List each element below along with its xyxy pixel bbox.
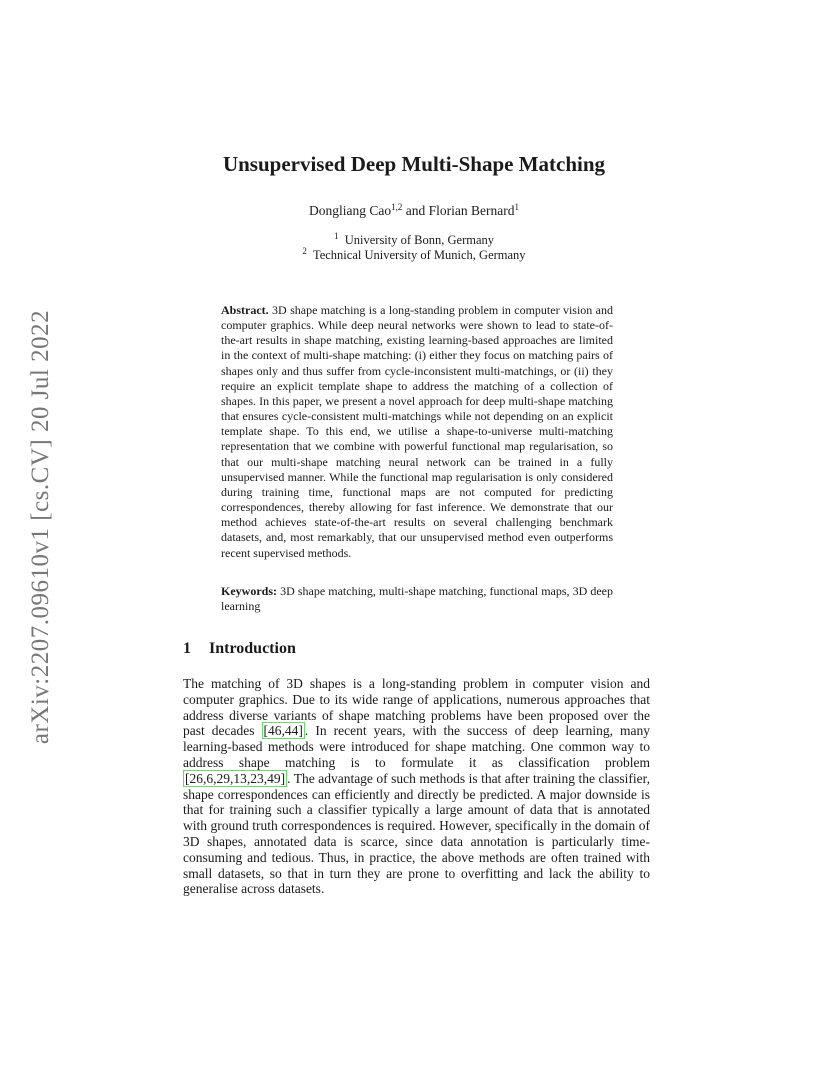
keywords-text: 3D shape matching, multi-shape matching, functional maps, 3D deep learning (221, 584, 614, 614)
affiliation-mark: 2 (302, 246, 307, 256)
affiliation-text: Technical University of Munich, Germany (312, 248, 526, 262)
keywords-block (221, 584, 613, 614)
affiliation (0, 233, 828, 248)
section-heading (183, 640, 296, 658)
affiliation-mark: 1 (333, 231, 339, 241)
author-conjunction: and (405, 203, 426, 218)
author-name: Florian Bernard (428, 203, 515, 218)
author-affiliation-mark: 1,2 (391, 202, 403, 212)
body-text-segment: . The advantage of such methods is that after training the classifier, shape correspondences can efficiently and directly be predicted. A major downside is that for training such a classifier typically a large amount of data that is annotated with ground truth correspondences is required. However, specifically in the domain of 3D shapes, annotated data is scarce, since data annotation is particularly time-consuming and tedious. Thus, in practice, the above methods are often trained with small datasets, so that in turn they are prone to overfitting and lack the ability to generalise across datasets. (183, 770, 650, 897)
author-affiliation-mark: 1 (514, 202, 519, 212)
introduction-paragraph (183, 676, 650, 897)
body-text-segment: . In recent years, with the success of deep learning, many learning-based methods were introduced for shape matching. One common way to address shape matching is to formulate it as classification problem (183, 723, 651, 770)
citation-link[interactable]: [46,44] (263, 723, 303, 739)
abstract-block (221, 303, 613, 561)
affiliation (0, 248, 828, 263)
body-text-segment: The matching of 3D shapes is a long-standing problem in computer vision and computer graphics. Due to its wide range of applications, numerous approaches that address diverse variants of shape matching problems have been proposed over the past decades (183, 676, 650, 739)
citation-link[interactable]: [26,6,29,13,23,49] (185, 770, 286, 786)
paper-title: Unsupervised Deep Multi-Shape Matching (222, 152, 606, 176)
author-line (0, 203, 828, 219)
abstract-text: 3D shape matching is a long-standing problem in computer vision and computer graphics. While deep neural networks were shown to lead to state-of-the-art results in shape matching, existing learning-based approaches are limited in the context of multi-shape matching: (i) either they focus on matching pairs of shapes only and thus suffer from cycle-inconsistent multi-matchings, or (ii) they require an explicit template shape to address the matching of a collection of shapes. In this paper, we present a novel approach for deep multi-shape matching that ensures cycle-consistent multi-matchings while not depending on an explicit template shape. To this end, we utilise a shape-to-universe multi-matching representation that we combine with powerful functional map regularisation, so that our multi-shape matching neural network can be trained in a fully unsupervised manner. While the functional map regularisation is only considered during training time, functional maps are not computed for predicting correspondences, thereby allowing for fast inference. We demonstrate that our method achieves state-of-the-art results on several challenging benchmark datasets, and, most remarkably, that our unsupervised method even outperforms recent supervised methods. (221, 303, 613, 560)
abstract-label: Abstract. (221, 303, 269, 317)
author-name: Dongliang Cao (309, 203, 392, 218)
arxiv-identifier: arXiv:2207.09610v1 [cs.CV] 20 Jul 2022 (27, 309, 54, 745)
affiliation-text: University of Bonn, Germany (344, 233, 495, 247)
section-number: 1 (183, 640, 191, 657)
section-title: Introduction (209, 640, 296, 657)
keywords-label: Keywords: (221, 584, 277, 598)
